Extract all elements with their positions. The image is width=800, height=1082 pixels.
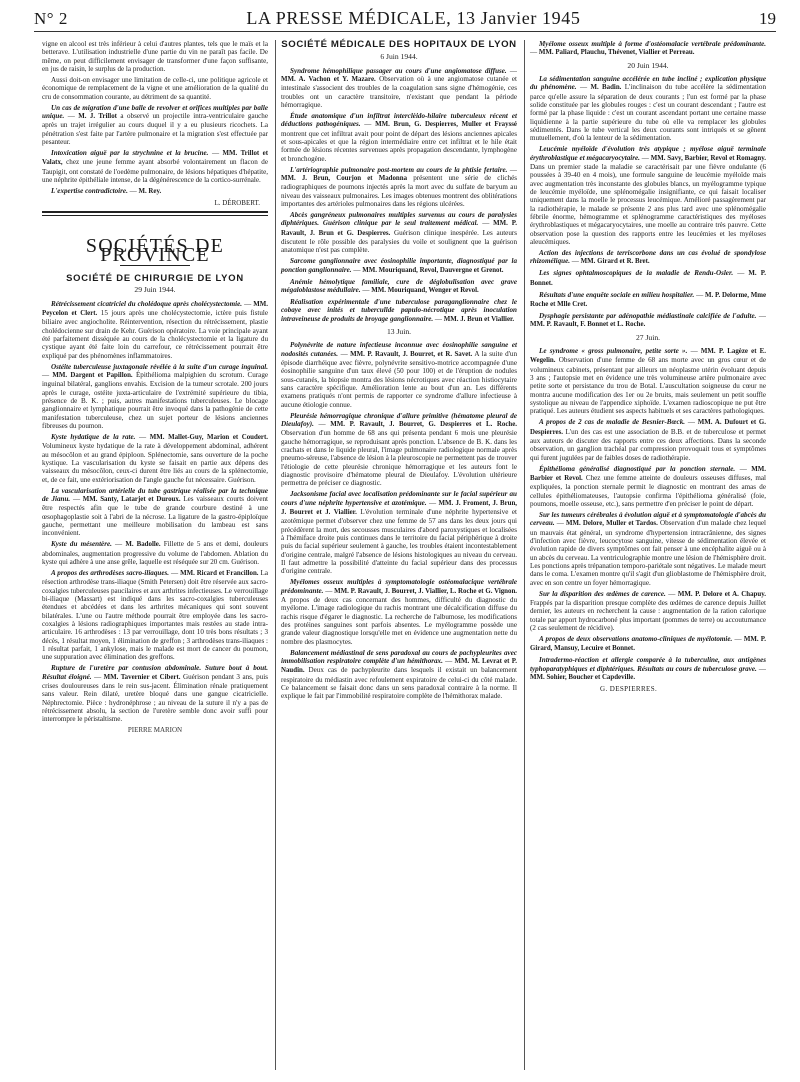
- abstract-text: Dans un premier stade la maladie se caractérisait par une fièvre ondulante (6 poussées à 39-40 en 4 mois), une formule sanguine de leucémie myéloïde mais avec augmentation très inconstante des globules blancs, un myélogramme typique de leucémie myéloïde, une splénomégalie insignifiante, ce qui faisait localiser uniquement dans la moelle le processus leucémique. Amélioré passagèrement par la radiothérapie, le malade se présente 2 ans plus tard avec une splénomégalie fébrile énorme, hémogramme et splénogramme caractéristiques des myéloses érythroblastiques et mégacaryocytaires, une moelle au contraire très pauvre. Cette observation pose la question des rapports entre les leucémies et les myéloses aleucémiques.: [530, 163, 766, 247]
- signature: PIERRE MARION: [127, 726, 183, 735]
- abstract-text: L'un des cas est une association de B.B. et de tuberculose et permet aux auteurs de discuter des rapports entre ces deux affections. Dans la seconde observation, un ganglion trachéal par compression provoquait tous et symptômes qui furent jugulées par de faibles doses de radiothérapie.: [530, 427, 766, 462]
- abstract: Le syndrome « gross pulmonaire, petite sorte ». — MM. P. Lagèze et E. Wegelin. Observation d'une femme de 68 ans morte avec un gros cœur et de volumineux cabinets, présentant par ailleurs un néoplasme utérin évoluant depuis 3 ans ; l'autopsie met en évidence une très volumineuse artère pulmonaire avec petite sorte et persistance du trou de Botal. L'auscultation soigneuse du cœur ne montra aucune modification des 1er ou 2e bruits, mais seulement un petit souffle systolique au niveau de l'appendice xiphoïde. L'examen radioscopique ne put être pratiqué. Les auteurs étudient ses aspects habituels et ses caractères pathologiques.: [530, 346, 766, 416]
- page-header: [34, 8, 776, 38]
- abstract-author: MM. Barbier et Revol.: [530, 465, 767, 482]
- abstract-text: Observation d'un malade chez lequel un mauvais état général, un syndrome d'hypertension intracrânienne, des signes d'infection avec fièvre, leucocytose sanguine, vitesse de sédimentation élevée et évolution rapide de divers symptômes ont fait penser à une encéphalite aiguë ou à un abcès du cerveau. La ventriculographie montre une lésion de l'hémisphère droit. Les ponctions après trépanation temporo-pariétale sont négatives. Le malade meurt dans le coma. L'examen montre qu'il s'agit d'un glioblastome de l'hémisphère droit, avec en son centre un foyer hémorragique.: [530, 519, 766, 587]
- abstract: A propos de 2 cas de maladie de Besnier-Bœck. — MM. A. Dufourt et G. Despierres. L'un des cas est une association de B.B. et de tuberculose et permet aux auteurs de discuter des rapports entre ces deux affections. Dans la seconde observation, un ganglion trachéal par compression provoquait tous et symptômes qui furent jugulées par de faibles doses de radiothérapie.: [530, 418, 767, 462]
- abstract-author: M. Badin.: [590, 84, 622, 92]
- abstract-text: Les vaisseaux courts doivent être respectés afin que le tube de grande courbure destiné à une œsophagoplastie soit à l'abri de la nécrose. La ligature de la gastro-épiploïque gauche, permettant une meilleure mobilisation du lambeau est sans inconvénient.: [42, 494, 269, 538]
- abstract-author: MM. Sohier, Boucher et Capdeville.: [530, 673, 636, 681]
- abstract-author: M. Rey.: [138, 187, 162, 195]
- abstract-title: Étude anatomique d'un infiltrat interclèido-hilaire tuberculeux récent et déductions pathogéniques.: [281, 112, 517, 129]
- abstract-text: La résection arthrodèse trans-iliaque (Smith Petersen) doit être réservée aux sacro-coxalgies tuberculeuses paucilaires et aux arthrites infectieuses. Le verrouillage bi-iliaque (Massart) est indiqué dans les sacro-coxalgies tuberculeuses étendues et abcédées et dans les arthrites mécaniques qui sont souvent bilatérales. L'une ou l'autre méthode pourrait être employée dans les sacro-coxalgies à lésions radiographiques importantes mais restées au stade intra-articulaire. 16 arthrodèses : 13 par verrouillage, dont 10 très bons résultats ; 3 décès, 1 résultat moyen, 1 élimination de greffon ; 3 arthrodèses trans-iliaques : 1 résultat parfait, 1 ankylose, mais le malade est mort de cancer du poumon, une suppuration avec élimination des greffons.: [42, 568, 268, 662]
- abstract-author: MM. P. Ravault, F. Bonnet et L. Roche.: [530, 321, 646, 329]
- abstract: Pleurésie hémorragique chronique d'allure primitive (hématome pleural de Dieulafoy). — MM. P. Ravault, J. Bourret, G. Despierres et L. Roche. Observation d'un homme de 68 ans qui présenta pendant 6 mois une pleurésie gauche hémorragique, se reproduisant après ponction. L'absence de B. K. dans les crachats et dans le liquide pleural, l'image pulmonaire radiologique normale après pneumo-séreuse, l'absence de lésion à la pleuroscopie ne permettent pas de trouver l'étiologie de cette pleurésie chronique hémorragique et les auteurs font le diagnostic provisoire d'hématome pleural de Dieulafoy. L'évolution ultérieure permettra de préciser ce diagnostic.: [281, 411, 517, 488]
- journal-title: LA PRESSE MÉDICALE,: [246, 8, 452, 28]
- abstract-text: Chez une femme atteinte de douleurs osseuses diffuses, mal expliquées, la ponction sternale permit le diagnostic en montrant des amas de cellules épithéliomateuses, l'autopsie confirma l'épithélioma généralisé (foie, poumons, moelle osseuse, etc.), sans permettre d'en préciser le point de départ.: [530, 473, 766, 508]
- society-title: SOCIÉTÉ DE CHIRURGIE DE LYON: [66, 271, 244, 283]
- abstract-title: Un cas de migration d'une balle de revolver et orifices multiples par balle unique.: [42, 103, 268, 120]
- page-number: 19: [759, 9, 776, 28]
- abstract-title: Anémie hémolytique familiale, cure de déglobulisation avec grave mégaloblastose médullaire.: [281, 277, 517, 294]
- abstract-text: Frappés par la disparition presque complète des œdèmes de carence depuis Juillet dernier, les auteurs en recherchent la cause : augmentation de la ration calorique totale par apport hydrocarboné plus important (pommes de terre) ou accoutumance (2 cas seulement de récidive).: [530, 598, 766, 632]
- abstract: Myélomes osseux multiples à symptomatologie ostéomalacique vertébrale prédominante. — MM. P. Ravault, J. Bourret, J. Viallier, L. Roche et G. Vignon. A propos de deux cas concernant des hommes, difficulté du diagnostic du myélome. L'image radiologique du rachis montrant une décalcification diffuse du rachis risque d'égarer le diagnostic. La recherche de l'albumose, les modifications des protéines sanguines sont parfois absentes. Le myélogramme possède une grande valeur diagnostique lorsqu'elle met en évidence une augmentation nette du nombre des plasmocytes.: [281, 578, 518, 646]
- abstract: Anémie hémolytique familiale, cure de déglobulisation avec grave mégaloblastose médullaire. — MM. Mouriquand, Wenger et Revol.: [281, 277, 517, 294]
- abstract: Sur la disparition des œdèmes de carence. — MM. P. Delore et A. Chapuy. Frappés par la disparition presque complète des œdèmes de carence depuis Juillet dernier, les auteurs en recherchent la cause : augmentation de la ration calorique totale par apport hydrocarboné plus important (pommes de terre) ou accoutumance (2 cas seulement de récidive).: [530, 589, 767, 632]
- abstract-text: Volumineux kyste hydatique de la rate à développement abdominal, adhérent au mésocôlon et au grand épiploon. Splénectomie, sans ouverture de la poche kystique. La vascularisation du kyste se faisait en partie aux dépens des vaisseaux du mésocôlon, ceux-ci durent être liés au cours de la splénectomie, et, de ce fait, une extériorisation de l'angle gauche fut nécessaire. Guérison.: [42, 442, 268, 484]
- abstract: Intradermo-réaction et allergie comparée à la tuberculine, aux antigènes typhoparatyphiques et diphtériques. Résultats au cours de tuberculose grave. — MM. Sohier, Boucher et Capdeville.: [530, 656, 766, 681]
- session-date: 20 Juin 1944.: [627, 60, 669, 70]
- section-rule: [42, 215, 268, 216]
- signature: G. DESPIERRES.: [600, 684, 658, 693]
- abstract-text: Observation où à une angiomatose cutanée et intestinale s'associent des troubles de la coagulation sans signe d'hémogénie, ces troubles ont un caractère transitoire, n'existant que pendant la période hémorragique.: [281, 75, 517, 110]
- abstract-author: MM. P. Girard, Mansuy, Lecuire et Bonnet.: [530, 635, 766, 653]
- abstract-author: M. Badolle.: [125, 541, 161, 549]
- abstract-text: L'inclinaison du tube accélère la sédimentation parce qu'elle assure la séparation de deux courants ; l'un est formé par la phase solide constituée par les globules rouges : c'est un courant descendant ; l'autre est formé par la phase liquide : c'est un courant ascendant portant une certaine masse liquidienne à la partie supérieure du tube où elle va remplacer les globules sédimentés. Dans le tube vertical les deux courants sont intriqués et se gênent mutuellement, d'où la lenteur de la sédimentation.: [530, 83, 766, 143]
- column-middle: [281, 40, 517, 703]
- society-title: SOCIÉTÉ MÉDICALE DES HOPITAUX DE LYON: [281, 39, 517, 50]
- abstract-title: Abcès gangréneux pulmonaires multiples survenus au cours de paralysies diphtériques. Guérison clinique par le seul traitement médical.: [281, 210, 517, 228]
- abstract-title: Épithélioma généralisé diagnostiqué par la ponction sternale.: [539, 464, 736, 473]
- abstract-title: Ostéite tuberculeuse juxtagonale révélée à la suite d'un curage inguinal.: [51, 362, 268, 371]
- abstract-title: Kyste hydatique de la rate.: [51, 432, 136, 441]
- abstract-text: 15 jours après une cholécystectomie, ictère puis fistule biliaire avec angiocholite. Réintervention, résection du rétrécissement, plastie cholédocienne sur drain de Kehr. Guérison opératoire. La voie principale ayant été parfaitement disséquée au cours de la cholécystectomie et la ligature du cystique ayant été faite loin du carrefour, ce rétrécissement pourrait être expliqué par des phénomènes inflammatoires.: [42, 308, 268, 360]
- abstract-author: MM. M. Levrat et P. Naudin.: [281, 657, 517, 675]
- abstract-text: montrent que cet infiltrat avait pour point de départ des lésions anciennes apicales et sous-apicales et que la région intermédiaire entre cet infiltrat et le hile était formée de lésions récentes survenues après propagation descendante, lymphogène et bronchogène.: [281, 129, 517, 163]
- abstract-title: Sur les tumeurs cérébrales à évolution aiguë et à symptomatologie d'abcès du cerveau.: [530, 510, 766, 528]
- abstract-author: MM. Dargent et Papillon.: [52, 371, 133, 379]
- issue-date: 13 Janvier 1945: [456, 8, 581, 28]
- abstract-text: L'évolution terminale d'une néphrite hypertensive et azotémique permet d'observer chez une femme de 57 ans dans les deux jours qui précédèrent la mort, des secousses musculaires d'abord paroxystiques et localisées à l'hémiface droite puis continues dans le territoire du facial périphérique à droite puis du facial supérieur seulement à gauche, les troubles étaient incontestablement d'origine centrale, malgré l'absence de lésions histologiques au niveau du cerveau. Il faut admettre la possibilité d'atteinte du facial supérieur dans des processus d'origine centrale.: [281, 507, 518, 576]
- abstract: Polynévrite de nature infectieuse inconnue avec éosinophilie sanguine et nodosités cutanées. — MM. P. Ravault, J. Bourret, et R. Savet. A la suite d'un épisode diarrhéique avec fièvre, polynévrite sensitivo-motrice accompagnée d'une éosinophilie sanguine d'un taux élevé (50 pour 100) et de l'éruption de nodules sous-cutanés, la biopsie montra des lésions nécrotiques avec réaction histiocytaire sans caractère spécifique. Amélioration lente au bout d'un an. Les différents examens pratiqués n'ont permis de rapporter ce syndrome d'allure infectieuse à aucune étiologie connue.: [281, 341, 518, 409]
- column-divider: [275, 40, 276, 1070]
- abstract-title: Syndrome hémophilique passager au cours d'une angiomatose diffuse.: [290, 66, 507, 75]
- session-date: 6 Juin 1944.: [380, 52, 418, 62]
- abstract-text: Fillette de 5 ans et demi, douleurs abdominales, augmentation progressive du volume de l'abdomen. Ablation du kyste qui adhère à une anse grêle, laquelle est réséquée sur 20 cm. Guérison.: [42, 540, 268, 566]
- abstract-title: Rupture de l'uretère par contusion abdominale. Suture bout à bout. Résultat éloigné.: [42, 664, 268, 681]
- abstract-title: Kyste du mésentère.: [51, 540, 112, 549]
- abstract: Intoxication aiguë par la strychnine et la brucine. — MM. Trillot et Valatx, chez une jeune femme ayant absorbé volontairement un flacon de Taupigit, ont constaté de l'oedème pulmonaire, de lésions hépatiques d'hépatite, une néphrite épithéliale intense, de la dégénérescence de la cortico-surrénale.: [42, 148, 269, 184]
- abstract-title: La sédimentation sanguine accélérée en tube incliné ; explication physique du phénomène.: [530, 75, 766, 92]
- abstract: Abcès gangréneux pulmonaires multiples survenus au cours de paralysies diphtériques. Guérison clinique par le seul traitement médical. — MM. P. Ravault, J. Brun et G. Despierres. Guérison clinique inespérée. Les auteurs discutent le rôle possible des paralysies du voile et soulignent que la guérison anatomique n'est pas complète.: [281, 210, 518, 255]
- abstract-author: MM. Ricard et Francillon.: [180, 569, 259, 577]
- session-date: 13 Juin.: [386, 326, 412, 336]
- journal-title-line: [246, 8, 580, 29]
- abstract-text: Guérison clinique inespérée. Les auteurs discutent le rôle possible des paralysies du voile et soulignent que la guérison anatomique n'est pas complète.: [281, 228, 518, 255]
- abstract-title: A propos de 2 cas de maladie de Besnier-Bœck.: [539, 418, 686, 427]
- abstract-title: Rétrécissement cicatriciel du cholédoque après cholécystectomie.: [51, 299, 243, 308]
- abstract-title: Sarcome ganglionnaire avec éosinophilie importante, diagnostiqué par la ponction ganglionnaire.: [281, 257, 517, 274]
- abstract: Kyste du mésentère. — M. Badolle. Fillette de 5 ans et demi, douleurs abdominales, augmentation progressive du volume de l'abdomen. Ablation du kyste qui adhère à une anse grêle, laquelle est réséquée sur 20 cm. Guérison.: [42, 540, 268, 566]
- abstract-author: MM. Mallet-Guy, Marion et Coudert.: [149, 433, 268, 441]
- abstract: Sur les tumeurs cérébrales à évolution aiguë et à symptomatologie d'abcès du cerveau. — MM. Delore, Muller et Tardos. Observation d'un malade chez lequel un mauvais état général, un syndrome d'hypertension intracrânienne, des signes d'infection avec fièvre, leucocytose sanguine, vitesse de sédimentation élevée et évolution rapide de divers symptômes ont fait penser à une encéphalite aiguë ou à un abcès du cerveau. La ventriculographie montre une lésion de l'hémisphère droit. Les ponctions après trépanation temporo-pariétale sont négatives. Le malade meurt dans le coma. L'examen montre qu'il s'agit d'un glioblastome de l'hémisphère droit, avec en son centre un foyer hémorragique.: [530, 510, 766, 587]
- abstract: Ostéite tuberculeuse juxtagonale révélée à la suite d'un curage inguinal. — MM. Dargent et Papillon. Épithélioma malpighien du scrotum. Curage inguinal bilatéral, ganglions envahis. Excision de la tumeur scrotale. 200 jours après le curage, ostéite juxta-articulaire de l'extrémité supérieure du tibia, présence de B. K. ; puis, autres manifestations tuberculeuses. Le blocage ganglionnaire et lymphatique pourrait être invoqué dans la pathogénie de cette manifestation tuberculeuse, chez un sujet porteur de lésions anciennes fibreuses du poumon.: [42, 362, 269, 430]
- abstract-author: MM. Brun, G. Despierres, Muller et Frayssé: [375, 121, 517, 129]
- abstract-text: Observation d'un homme de 68 ans qui présenta pendant 6 mois une pleurésie gauche hémorragique, se reproduisant après ponction. L'absence de B. K. dans les crachats et dans le liquide pleural, l'image pulmonaire radiologique normale après pneumo-séreuse, l'absence de lésion à la pleuroscopie ne permettent pas de trouver l'étiologie de cette pleurésie chronique hémorragique et les auteurs font le diagnostic provisoire d'hématome pleural de Dieulafoy. L'évolution ultérieure permettra de préciser ce diagnostic.: [281, 429, 517, 488]
- abstract-text: A propos de deux cas concernant des hommes, difficulté du diagnostic du myélome. L'image radiologique du rachis montrant une décalcification diffuse du rachis risque d'égarer le diagnostic. La recherche de l'albumose, les modifications des protéines sanguines sont parfois absentes. Le myélogramme possède une grande valeur diagnostique lorsqu'elle met en évidence une augmentation nette du nombre des plasmocytes.: [281, 595, 517, 646]
- abstract-author: MM. Peycelon et Clert.: [42, 300, 268, 317]
- abstract-author: MM. P. Delore et A. Chapuy.: [677, 590, 767, 598]
- abstract-author: MM. P. Ravault, J. Bourret, G. Despierres et L. Roche.: [330, 420, 517, 428]
- header-rule: [34, 31, 776, 32]
- abstract-author: M. J. Trillot: [78, 112, 117, 120]
- abstract-author: MM. P. Lagèze et E. Wegelin.: [530, 347, 766, 365]
- abstract-title: L'artériographie pulmonaire post-mortem au cours de la phtisie fertaire.: [290, 165, 508, 174]
- abstract-author: MM. J. Brun, Courjon et Madonna: [281, 175, 408, 182]
- abstract: La sédimentation sanguine accélérée en tube incliné ; explication physique du phénomène. — M. Badin. L'inclinaison du tube accélère la sédimentation parce qu'elle assure la séparation de deux courants ; l'un est formé par la phase solide constituée par les globules rouges : c'est un courant descendant ; l'autre est formé par la phase liquide : c'est un courant ascendant portant une certaine masse liquidienne à la partie supérieure du tube où elle va remplacer les globules sédimentés. Dans le tube vertical les deux courants sont intriqués et se gênent mutuellement, d'où la lenteur de la sédimentation.: [530, 75, 766, 143]
- session-date: 27 Juin.: [635, 332, 661, 342]
- abstract: Action des injections de terriscorbone dans un cas évolué de spondylose rhizomélique. — MM. Girard et R. Bret.: [530, 249, 766, 266]
- abstract-text: a observé un projectile intra-ventriculaire gauche après un trajet irrégulier au cours duquel il y a eu plusieurs ricochets. La pénétration s'est faite par l'artère pulmonaire et la migration s'est effectuée par pesanteur.: [42, 111, 269, 146]
- abstract: Rupture de l'uretère par contusion abdominale. Suture bout à bout. Résultat éloigné. — MM. Tavernier et Cibert. Guérison pendant 3 ans, puis crises douloureuses dans le rein sus-jacent. Élimination rénale pratiquement sans valeur. Rein dilaté, uretère bloqué dans une gangue cicatricielle. Néphrectomie. Pièce : hydronéphrose ; au niveau de la suture il n'y a pas de rétrécissement absolu, la section de l'uretère semble donc avoir suffi pour interrompre le péristaltisme.: [42, 664, 269, 724]
- abstract-author: MM. J. Brun et Viallier.: [443, 315, 515, 323]
- abstract: Dysphagie persistante par adénopathie médiastinale calcifiée de l'adulte. — MM. P. Ravault, F. Bonnet et L. Roche.: [530, 311, 766, 329]
- paragraph: vigne en alcool est très inférieur à celui d'autres plantes, tels que le maïs et la betterave. L'utilisation industrielle d'une partie du vin ne paraît pas facile. De même, on peut difficilement envisager de transformer d'une façon suffisante, en jus de raisin, le surplus de la production.: [42, 40, 268, 74]
- abstract-text: Observation d'une femme de 68 ans morte avec un gros cœur et de volumineux cabinets, présentant par ailleurs un néoplasme utérin évoluant depuis 3 ans ; l'autopsie met en évidence une très volumineuse artère pulmonaire avec petite sorte et persistance du trou de Botal. L'auscultation soigneuse du cœur ne montra aucune modification des 1er ou 2e bruits, mais seulement un petit souffle systolique au niveau de l'appendice xiphoïde. L'examen radioscopique ne put être pratiqué. Les auteurs étudient ses aspects habituels et ses caractères pathologiques.: [530, 356, 766, 416]
- abstract-author: MM. Mouriquand, Wenger et Revol.: [371, 286, 479, 294]
- abstract: Sarcome ganglionnaire avec éosinophilie importante, diagnostiqué par la ponction ganglionnaire. — MM. Mouriquand, Revol, Dauvergne et Grenot.: [281, 257, 517, 274]
- session-date: 29 Juin 1944.: [134, 285, 176, 295]
- abstract-author: MM. Delore, Muller et Tardos.: [566, 520, 658, 528]
- abstract-author: MM. P. Ravault, J. Brun et G. Despierres.: [281, 220, 517, 237]
- abstract: Syndrome hémophilique passager au cours d'une angiomatose diffuse. — MM. A. Vachon et Y. Mazare. Observation où à une angiomatose cutanée et intestinale s'associent des troubles de la coagulation sans signe d'hémogénie, ces troubles ont un caractère transitoire, n'existant que pendant la période hémorragique.: [281, 66, 518, 110]
- abstract: Jacksonisme facial avec localisation prédominante sur le facial supérieur au cours d'une néphrite hypertensive et azotémique. — MM. J. Froment, J. Brun, J. Bourret et J. Viallier. L'évolution terminale d'une néphrite hypertensive et azotémique permet d'observer chez une femme de 57 ans dans les deux jours qui précédèrent la mort, des secousses musculaires d'abord paroxystiques et localisées à l'hémiface droite puis continues dans le territoire du facial périphérique à droite puis du facial supérieur seulement à gauche, les troubles étaient incontestablement d'origine centrale, malgré l'absence de lésions histologiques au niveau du cerveau. Il faut admettre la possibilité d'atteinte du facial supérieur dans des processus d'origine centrale.: [281, 490, 518, 576]
- abstract: Balancement médiastinal de sens paradoxal au cours de pachypleurites avec immobilisation respiratoire complète d'un hémithorax. — MM. M. Levrat et P. Naudin. Deux cas de pachypleurite dans lesquels il existait un balancement respiratoire du médiastin avec refoulement expiratoire de celui-ci du côté malade. Ce balancement se faisait donc dans un sens paradoxal contraire à la norme. Il explique le fait par l'immobilité respiratoire complète de l'hémithorax malade.: [281, 648, 517, 701]
- abstract-title: Myélome osseux multiple à forme d'ostéomalacie vertébrale prédominante.: [539, 40, 766, 48]
- abstract-title: Polynévrite de nature infectieuse inconnue avec éosinophilie sanguine et nodosités cutanées.: [281, 341, 517, 358]
- abstract-title: A propos des arthrodèses sacro-iliaques.: [51, 568, 170, 577]
- abstract-title: L'expertise contradictoire.: [51, 186, 128, 195]
- abstract-author: M. P. Delorme, Mme Roche et Mlle Cret.: [530, 291, 767, 308]
- abstract-title: Intradermo-réaction et allergie comparée à la tuberculine, aux antigènes typhoparatyphiques et diphtériques. Résultats au cours de tuberculose grave.: [530, 656, 766, 673]
- abstract-author: MM. A. Vachon et Y. Mazare.: [281, 76, 376, 84]
- abstract-title: Réalisation expérimentale d'une tuberculose paraganglionnaire chez le cobaye avec inités et tubercullde papulo-nécrotique après inoculation intraveineuse de produits de broyage ganglionnaire.: [281, 297, 517, 323]
- abstract: Myélome osseux multiple à forme d'ostéomalacie vertébrale prédominante. — MM. Paliard, Plauchu, Thévenet, Viallier et Perreau.: [530, 40, 766, 57]
- abstract: Leucémie myéloïde d'évolution très atypique ; myélose aiguë terminale érythroblastique et mégacaryocytaire. — MM. Savy, Barbier, Revol et Romagny. Dans un premier stade la maladie se caractérisait par une fièvre ondulante (6 poussées à 39-40 en 4 mois), une formule sanguine de leucémie myéloïde mais avec augmentation très inconstante des globules blancs, un myélogramme typique de leucémie myéloïde, une splénomégalie insignifiante, ce qui faisait localiser uniquement dans la moelle le processus leucémique. Amélioré passagèrement par la radiothérapie, le malade se présente 2 ans plus tard avec une splénomégalie fébrile énorme, hémogramme et splénogramme caractéristiques des myéloses érythroblastiques et mégacaryocytaires, une moelle au contraire très pauvre. Cette observation pose la question des rapports entre les leucémies et les myéloses aleucémiques.: [530, 145, 766, 247]
- abstract-author: MM. A. Dufourt et G. Despierres.: [530, 419, 767, 436]
- abstract: Étude anatomique d'un infiltrat interclèido-hilaire tuberculeux récent et déductions pathogéniques. — MM. Brun, G. Despierres, Muller et Frayssé montrent que cet infiltrat avait pour point de départ des lésions anciennes apicales et sous-apicales et que la région intermédiaire entre cet infiltrat et le hile était formée de lésions récentes survenues après propagation descendante, lymphogène et bronchogène.: [281, 112, 517, 163]
- section-title: SOCIÉTÉS DE PROVINCE: [85, 235, 225, 266]
- abstract-author: MM. Savy, Barbier, Revol et Romagny.: [650, 154, 766, 162]
- abstract-title: Balancement médiastinal de sens paradoxal au cours de pachypleurites avec immobilisation respiratoire complète d'un hémithorax.: [281, 648, 517, 665]
- abstract: Rétrécissement cicatriciel du cholédoque après cholécystectomie. — MM. Peycelon et Clert. 15 jours après une cholécystectomie, ictère puis fistule biliaire avec angiocholite. Réintervention, résection du rétrécissement, plastie cholédocienne sur drain de Kehr. Guérison opératoire. La voie principale ayant été parfaitement disséquée au cours de la cholécystectomie et la ligature du cystique ayant été faite loin du carrefour, ce rétrécissement pourrait être expliqué par des phénomènes inflammatoires.: [42, 299, 268, 360]
- abstract-author: MM. Girard et R. Bret.: [580, 258, 650, 266]
- abstract: L'expertise contradictoire. — M. Rey.: [51, 186, 162, 195]
- issue-number: N° 2: [34, 9, 68, 28]
- abstract-title: A propos de deux observations anatomo-cliniques de myélotomie.: [539, 634, 733, 643]
- abstract-author: MM. P. Ravault, J. Bourret, J. Viallier, L. Roche et G. Vignon.: [334, 587, 518, 595]
- abstract: L'artériographie pulmonaire post-mortem au cours de la phtisie fertaire. — MM. J. Brun, Courjon et Madonna présentent une série de clichés radiographiques de poumons injectés après la mort avec du sulfate de baryum au niveau des vaisseaux pulmonaires. Les images obtenues montrent des oblitérations importantes des artérioles pulmonaires dans les régions ulcérées.: [281, 165, 517, 209]
- abstract: Réalisation expérimentale d'une tuberculose paraganglionnaire chez le cobaye avec inités et tubercullde papulo-nécrotique après inoculation intraveineuse de produits de broyage ganglionnaire. — MM. J. Brun et Viallier.: [281, 297, 517, 323]
- section-rule: [42, 211, 268, 213]
- abstract: Un cas de migration d'une balle de revolver et orifices multiples par balle unique. — M. J. Trillot a observé un projectile intra-ventriculaire gauche après un trajet irrégulier au cours duquel il y a eu plusieurs ricochets. La pénétration s'est faite par l'artère pulmonaire et la migration s'est effectuée par pesanteur.: [42, 103, 269, 146]
- abstract: Épithélioma généralisé diagnostiqué par la ponction sternale. — MM. Barbier et Revol. Chez une femme atteinte de douleurs osseuses diffuses, mal expliquées, la ponction sternale permit le diagnostic en montrant des amas de cellules épithéliomateuses, l'autopsie confirma l'épithélioma généralisé (foie, poumons, moelle osseuse, etc.), sans permettre d'en préciser le point de départ.: [530, 464, 767, 508]
- abstract-title: Les signes ophtalmoscopiques de la maladie de Rendu-Osler.: [539, 269, 734, 278]
- abstract-text: Guérison pendant 3 ans, puis crises douloureuses dans le rein sus-jacent. Élimination rénale pratiquement sans valeur. Rein dilaté, uretère bloqué dans une gangue cicatricielle. Néphrectomie. Pièce : hydronéphrose ; au niveau de la suture il n'y a pas de rétrécissement absolu, la section de l'uretère semble donc avoir suffi pour interrompre le péristaltisme.: [42, 672, 269, 724]
- abstract-author: M. P. Bonnet.: [530, 270, 766, 287]
- abstract-title: Intoxication aiguë par la strychnine et la brucine.: [51, 148, 209, 157]
- column-left: [42, 40, 268, 735]
- signature: L. DÉROBERT.: [214, 198, 260, 207]
- abstract-title: Myélomes osseux multiples à symptomatologie ostéomalacique vertébrale prédominante.: [281, 578, 517, 595]
- abstract-title: Sur la disparition des œdèmes de carence.: [539, 589, 666, 598]
- abstract-author: MM. Santy, Latarjet et Duroux.: [82, 495, 181, 503]
- abstract-text: A la suite d'un épisode diarrhéique avec fièvre, polynévrite sensitivo-motrice accompagnée d'une éosinophilie sanguine d'un taux élevé (50 pour 100) et de l'éruption de nodules sous-cutanés, la biopsie montra des lésions nécrotiques avec réaction histiocytaire sans caractère spécifique. Amélioration lente au bout d'un an. Les différents examens pratiqués n'ont permis de rapporter ce syndrome d'allure infectieuse à aucune étiologie connue.: [281, 349, 518, 409]
- abstract-title: Pleurésie hémorragique chronique d'allure primitive (hématome pleural de Dieulafoy).: [281, 411, 517, 428]
- abstract: A propos de deux observations anatomo-cliniques de myélotomie. — MM. P. Girard, Mansuy, Lecuire et Bonnet.: [530, 634, 766, 653]
- abstract: A propos des arthrodèses sacro-iliaques. — MM. Ricard et Francillon. La résection arthrodèse trans-iliaque (Smith Petersen) doit être réservée aux sacro-coxalgies tuberculeuses paucilaires et aux arthrites infectieuses. Le verrouillage bi-iliaque (Massart) est indiqué dans les sacro-coxalgies tuberculeuses étendues et abcédées et dans les arthrites mécaniques qui sont souvent bilatérales. L'une ou l'autre méthode pourrait être employée dans les sacro-coxalgies à lésions radiographiques importantes mais restées au stade intra-articulaire. 16 arthrodèses : 13 par verrouillage, dont 10 très bons résultats ; 3 décès, 1 résultat moyen, 1 élimination de greffon ; 3 arthrodèses trans-iliaques : 1 résultat parfait, 1 ankylose, mais le malade est mort de cancer du poumon, une suppuration avec élimination des greffons.: [42, 568, 268, 662]
- abstract-text: présentent une série de clichés radiographiques de poumons injectés après la mort avec du sulfate de baryum au niveau des vaisseaux pulmonaires. Les images obtenues montrent des oblitérations importantes des artérioles pulmonaires dans les régions ulcérées.: [281, 174, 517, 209]
- abstract-author: MM. Trillot et Valatx,: [42, 149, 269, 167]
- paragraph: Aussi doit-on envisager une limitation de celle-ci, une politique agricole et économique de remplacement de la vigne et une amélioration de la qualité du cru de consommation courante, au détriment de sa quantité.: [42, 75, 268, 101]
- abstract: La vascularisation artérielle du tube gastrique réalisée par la technique de Jianu. — MM. Santy, Latarjet et Duroux. Les vaisseaux courts doivent être respectés afin que le tube de grande courbure destiné à une œsophagoplastie soit à l'abri de la nécrose. La ligature de la gastro-épiploïque gauche, permettant une meilleure mobilisation du lambeau est sans inconvénient.: [42, 486, 269, 538]
- abstract: Kyste hydatique de la rate. — MM. Mallet-Guy, Marion et Coudert. Volumineux kyste hydatique de la rate à développement abdominal, adhérent au mésocôlon et au grand épiploon. Splénectomie, sans ouverture de la poche kystique. La vascularisation du kyste se faisait en partie aux dépens des vaisseaux du mésocôlon, ceux-ci durent être liés au cours de la splénectomie, et, de ce fait, une extériorisation de l'angle gauche fut nécessaire. Guérison.: [42, 432, 268, 484]
- abstract-text: chez une jeune femme ayant absorbé volontairement un flacon de Taupigit, ont constaté de l'oedème pulmonaire, de lésions hépatiques d'hépatite, une néphrite épithéliale intense, de la dégénérescence de la cortico-surrénale.: [42, 158, 268, 184]
- abstract-author: MM. Paliard, Plauchu, Thévenet, Viallier et Perreau.: [538, 49, 695, 57]
- abstract-text: Deux cas de pachypleurite dans lesquels il existait un balancement respiratoire du médiastin avec refoulement expiratoire de celui-ci du côté malade. Ce balancement se faisait donc dans un sens paradoxal contraire à la norme. Il explique le fait par l'immobilité respiratoire complète de l'hémithorax malade.: [281, 666, 517, 701]
- abstract-title: Leucémie myéloïde d'évolution très atypique ; myélose aiguë terminale érythroblastique et mégacaryocytaire.: [530, 145, 766, 162]
- abstract-title: La vascularisation artérielle du tube gastrique réalisée par la technique de Jianu.: [42, 486, 268, 503]
- abstract-title: Action des injections de terriscorbone dans un cas évolué de spondylose rhizomélique.: [530, 249, 766, 266]
- abstract: Résultats d'une enquête sociale en milieu hospitalier. — M. P. Delorme, Mme Roche et Mlle Cret.: [530, 290, 767, 308]
- column-divider: [524, 40, 525, 1070]
- abstract: Les signes ophtalmoscopiques de la maladie de Rendu-Osler. — M. P. Bonnet.: [530, 269, 766, 287]
- column-right: [530, 40, 766, 696]
- abstract-title: Jacksonisme facial avec localisation prédominante sur le facial supérieur au cours d'une néphrite hypertensive et azotémique.: [281, 490, 517, 507]
- abstract-title: Le syndrome « gross pulmonaire, petite sorte ».: [539, 346, 688, 355]
- abstract-author: MM. P. Ravault, J. Bourret, et R. Savet.: [350, 350, 473, 358]
- abstract-title: Dysphagie persistante par adénopathie médiastinale calcifiée de l'adulte.: [539, 311, 757, 320]
- abstract-title: Résultats d'une enquête sociale en milieu hospitalier.: [539, 290, 695, 299]
- abstract-author: MM. J. Froment, J. Brun, J. Bourret et J. Viallier.: [281, 499, 518, 516]
- abstract-author: MM. Tavernier et Cibert.: [103, 673, 181, 681]
- abstract-author: MM. Mouriquand, Revol, Dauvergne et Grenot.: [362, 266, 504, 274]
- abstract-text: Épithélioma malpighien du scrotum. Curage inguinal bilatéral, ganglions envahis. Excision de la tumeur scrotale. 200 jours après le curage, ostéite juxta-articulaire de l'extrémité supérieure du tibia, présence de B. K. ; puis, autres manifestations tuberculeuses. Le blocage ganglionnaire et lymphatique pourrait être invoqué dans la pathogénie de cette manifestation tuberculeuse, chez un sujet porteur de lésions anciennes fibreuses du poumon.: [42, 370, 269, 430]
